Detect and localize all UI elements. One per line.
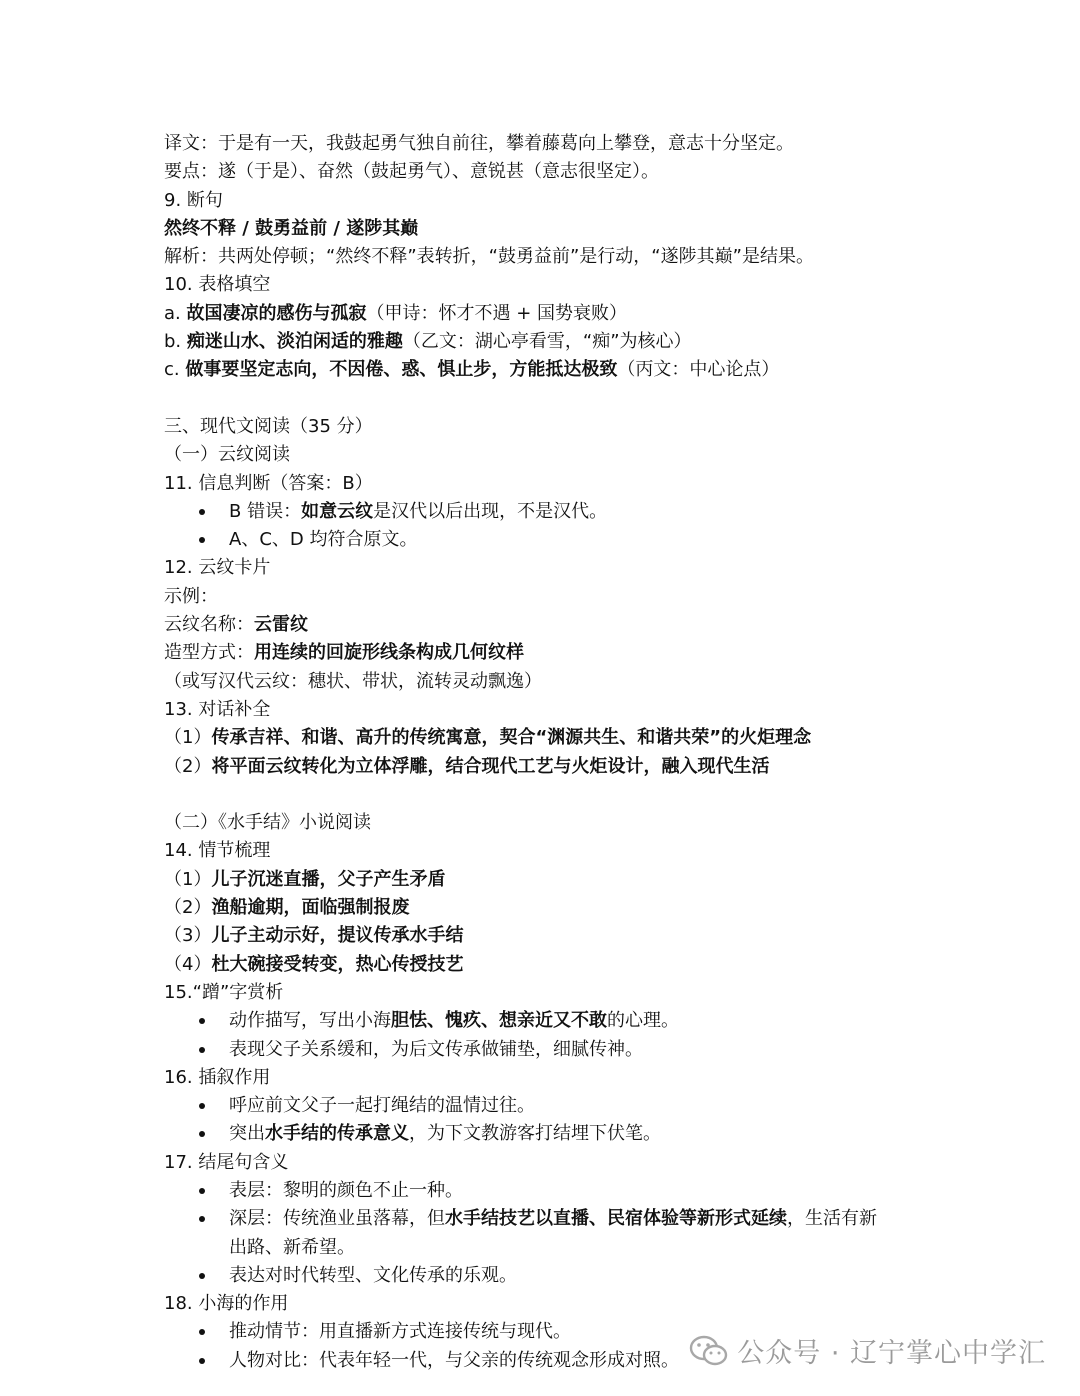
question-heading: 13. 对话补全 xyxy=(164,698,271,720)
bullet-item: 突出水手结的传承意义，为下文教游客打结埋下伏笔。 xyxy=(164,1120,924,1148)
question-heading: 18. 小海的作用 xyxy=(164,1293,289,1315)
question-heading: 17. 结尾句含义 xyxy=(164,1151,289,1173)
answer-line: （2）将平面云纹转化为立体浮雕，结合现代工艺与火炬设计，融入现代生活 xyxy=(164,755,770,777)
section-heading: 三、现代文阅读（35 分） xyxy=(164,415,373,437)
question-heading: 11. 信息判断（答案：B） xyxy=(164,472,373,494)
bullet-item: 推动情节：用直播新方式连接传统与现代。 xyxy=(164,1318,924,1346)
text-line: 解析：共两处停顿；“然终不释”表转折，“鼓勇益前”是行动，“遂陟其巅”是结果。 xyxy=(164,246,814,268)
answer-line: b. 痴迷山水、淡泊闲适的雅趣（乙文：湖心亭看雪，“痴”为核心） xyxy=(164,331,692,353)
question-heading: 14. 情节梳理 xyxy=(164,840,271,862)
subsection-heading: （一）云纹阅读 xyxy=(164,444,290,466)
question-heading: 16. 插叙作用 xyxy=(164,1066,271,1088)
question-heading: 10. 表格填空 xyxy=(164,274,271,296)
question-heading: 12. 云纹卡片 xyxy=(164,557,271,579)
answer-line: （4）杜大碗接受转变，热心传授技艺 xyxy=(164,953,464,975)
wechat-icon xyxy=(689,1334,729,1368)
answer-line: 云纹名称：云雷纹 xyxy=(164,614,308,636)
answer-line: a. 故国凄凉的感伤与孤寂（甲诗：怀才不遇 + 国势衰败） xyxy=(164,302,628,324)
bullet-item: 人物对比：代表年轻一代，与父亲的传统观念形成对照。 xyxy=(164,1347,924,1375)
answer-line: （1）传承吉祥、和谐、高升的传统寓意，契合“渊源共生、和谐共荣”的火炬理念 xyxy=(164,727,812,749)
answer-line: 然终不释 / 鼓勇益前 / 遂陟其巅 xyxy=(164,217,419,239)
question-heading: 15.“蹭”字赏析 xyxy=(164,981,284,1003)
text-line: （或写汉代云纹：穗状、带状，流转灵动飘逸） xyxy=(164,670,542,692)
text-line: 要点：遂（于是）、奋然（鼓起勇气）、意锐甚（意志很坚定）。 xyxy=(164,161,659,183)
bullet-item: 表层：黎明的颜色不止一种。 xyxy=(164,1177,924,1205)
subsection-heading: （二）《水手结》小说阅读 xyxy=(164,812,371,834)
bullet-continuation: 出路、新希望。 xyxy=(229,1236,355,1258)
answer-line: （2）渔船逾期，面临强制报废 xyxy=(164,897,410,919)
bullet-item: 深层：传统渔业虽落幕，但水手结技艺以直播、民宿体验等新形式延续，生活有新 xyxy=(164,1205,924,1233)
text-line: 译文：于是有一天，我鼓起勇气独自前往，攀着藤葛向上攀登，意志十分坚定。 xyxy=(164,133,794,154)
bullet-item: A、C、D 均符合原文。 xyxy=(164,526,924,554)
bullet-item: 动作描写，写出小海胆怯、愧疚、想亲近又不敢的心理。 xyxy=(164,1007,924,1035)
bullet-item: B 错误：如意云纹是汉代以后出现，不是汉代。 xyxy=(164,498,924,526)
answer-document xyxy=(164,130,924,1375)
watermark-text: 公众号 · 辽宁掌心中学汇 xyxy=(737,1338,1046,1369)
answer-line: （3）儿子主动示好，提议传承水手结 xyxy=(164,925,464,947)
bullet-item: 呼应前文父子一起打绳结的温情过往。 xyxy=(164,1092,924,1120)
watermark xyxy=(689,1331,1046,1370)
text-line: 示例： xyxy=(164,585,218,607)
bullet-item: 表现父子关系缓和，为后文传承做铺垫，细腻传神。 xyxy=(164,1036,924,1064)
question-heading: 9. 断句 xyxy=(164,189,223,211)
bullet-item: 表达对时代转型、文化传承的乐观。 xyxy=(164,1262,924,1290)
answer-line: 造型方式：用连续的回旋形线条构成几何纹样 xyxy=(164,642,524,664)
answer-line: c. 做事要坚定志向，不因倦、惑、惧止步，方能抵达极致（丙文：中心论点） xyxy=(164,359,780,381)
answer-line: （1）儿子沉迷直播，父子产生矛盾 xyxy=(164,868,446,890)
